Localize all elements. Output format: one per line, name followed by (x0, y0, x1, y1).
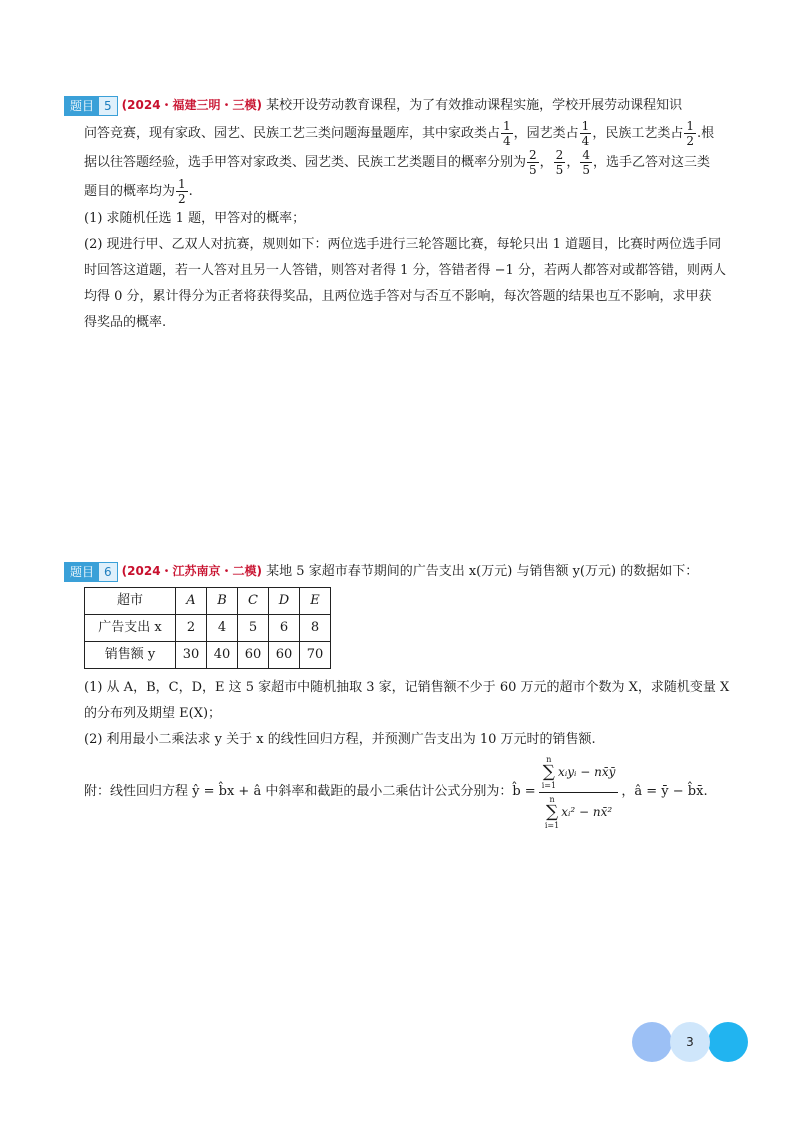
question-2: (2) 现进行甲、乙双人对抗赛，规则如下：两位选手进行三轮答题比赛，每轮只出 1 道题目，比赛时两位选手同 时回答这道题，若一人答对且另一人答错，则答对者得 1 分，答错者得 −1 分，若两人都答对或都答错，则两人 均得 0 分，累计得分为正者将获得奖品，且两位选手答对与否互不影响，每次答题的结果也互不影响，求甲获 得奖品的概率. (84, 237, 726, 330)
fraction: n ∑ i=1 xᵢyᵢ − nx̄ȳ n ∑ i=1 xᵢ² − nx̄² (539, 755, 619, 830)
regression-formula: 附：线性回归方程 ŷ = b̂x + â 中斜率和截距的最小二乘估计公式分别为：b̂ = n ∑ i=1 xᵢyᵢ − nx̄ȳ n ∑ i=1 xᵢ² − nx̄² ，â = ȳ − b̂x̄. (84, 754, 708, 830)
question-1: (1) 求随机任选 1 题，甲答对的概率； (84, 211, 306, 226)
fraction: $\frac{2}{5}$ (555, 148, 564, 177)
page-number: 3 (670, 1022, 710, 1062)
page-number-badge (632, 1022, 748, 1062)
problem-6 (64, 558, 740, 830)
problem-5-intro: 题目 5 (2024・福建三明・三模) 某校开设劳动教育课程，为了有效推动课程实施，学校开展劳动课程知识 (64, 92, 740, 119)
question-2: (2) 利用最小二乘法求 y 关于 x 的线性回归方程，并预测广告支出为 10 万元时的销售额. (84, 732, 596, 747)
fraction: $\frac{2}{5}$ (529, 148, 537, 177)
fraction: $\frac{1}{2}$ (686, 119, 694, 148)
problem-tag: 题目 6 (64, 562, 118, 582)
data-table (84, 587, 331, 669)
problem-6-intro: 题目 6 (2024・江苏南京・二模) 某地 5 家超市春节期间的广告支出 x(万元) 与销售额 y(万元) 的数据如下： (64, 558, 740, 585)
table-row: 销售额 y 30 40 60 60 70 (85, 642, 331, 669)
fraction: $\frac{4}{5}$ (582, 148, 590, 177)
fraction: $\frac{1}{4}$ (581, 119, 590, 148)
problem-source: (2024・福建三明・三模) (121, 98, 263, 112)
sigma-icon: n ∑ i=1 (541, 754, 557, 790)
fraction: $\frac{1}{2}$ (178, 177, 186, 206)
table-row: 广告支出 x 2 4 5 6 8 (85, 615, 331, 642)
decor-circle-icon (632, 1022, 672, 1062)
table-row: 超市 A B C D E (85, 588, 331, 615)
problem-tag: 题目 5 (64, 96, 118, 116)
fraction: $\frac{1}{4}$ (503, 119, 511, 148)
sigma-icon: n ∑ i=1 (544, 794, 560, 830)
problem-5: 题目 5 (2024・福建三明・三模) 某校开设劳动教育课程，为了有效推动课程实施，学校开展劳动课程知识 问答竞赛，现有家政、园艺、民族工艺三类问题海量题库，其中家政类占 $\frac{1}{4}$ ，园艺类占 $\frac{1}{4}$ ，民族工艺类占 $\frac{1}{2}$ .根 据以往答题经验，选手甲答对家政类、园艺类、民族工艺类题目的概率分别为 $\frac{2}{5}$ ， $\frac{2}{5}$ ， $\frac{4}{5}$ ，选手乙答对这三类 题目的概率均为 $\frac{1}{2}$ . (1) 求随机任选 1 题，甲答对的概率； (2) 现进行甲、乙双人对抗赛，规则如下：两位选手进行三轮答题比赛，每轮只出 1 道题目，比赛时两位选手同 时回答这道题，若一人答对且另一人答错，则答对者得 1 分，答错者得 −1 分，若两人都答对或都答错，则两人 均得 0 分，累计得分为正者将获得奖品，且两位选手答对与否互不影响，每次答题的结果也互不影响，求甲获 得奖品的概率. (64, 92, 740, 336)
decor-circle-icon (708, 1022, 748, 1062)
question-1: (1) 从 A，B，C，D，E 这 5 家超市中随机抽取 3 家，记销售额不少于 60 万元的超市个数为 X，求随机变量 X 的分布列及期望 E(X)； (84, 680, 730, 721)
problem-source: (2024・江苏南京・二模) (121, 564, 263, 578)
